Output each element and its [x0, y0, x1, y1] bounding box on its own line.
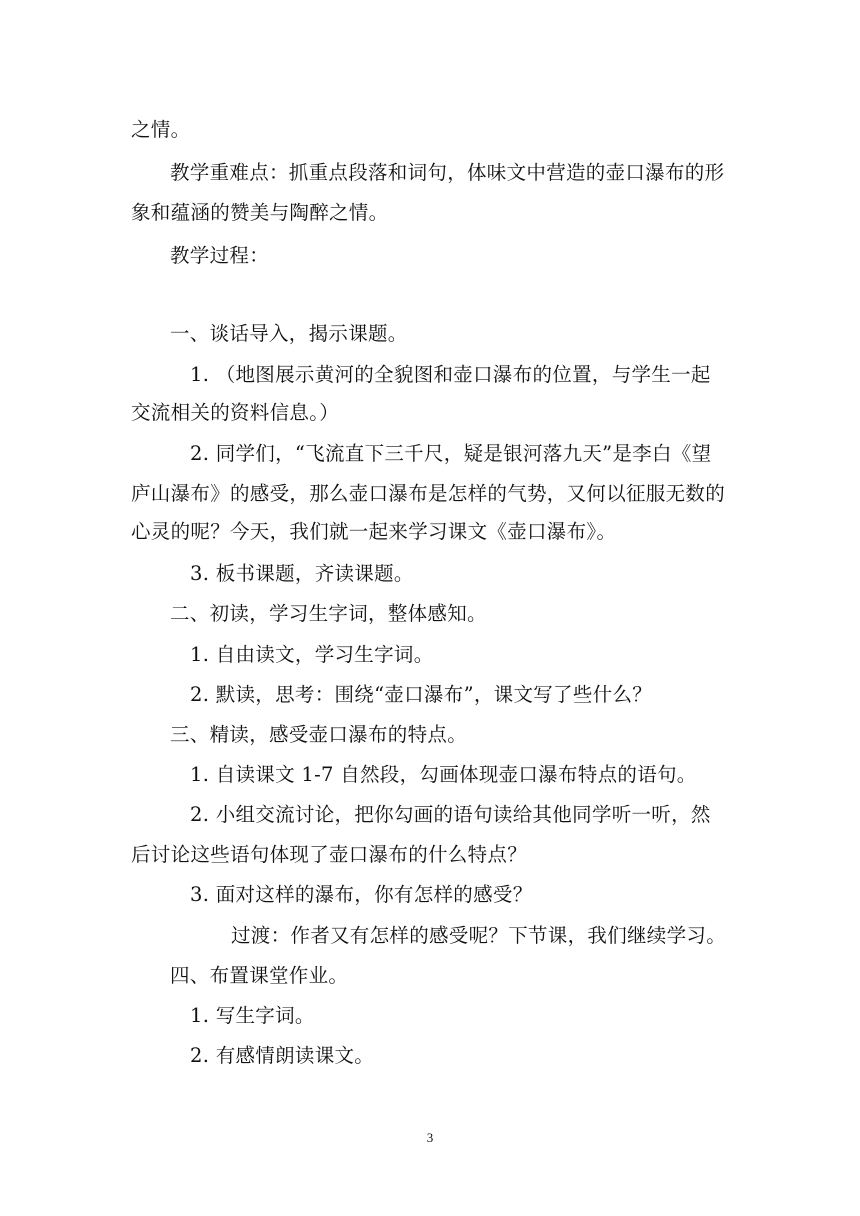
text-line: 2. 默读，思考：围绕“壶口瀑布”，课文写了些什么？: [190, 683, 653, 706]
text-line: 庐山瀑布》的感受，那么壶口瀑布是怎样的气势，又何以征服无数的: [131, 482, 726, 505]
text-line: 2. 小组交流讨论，把你勾画的语句读给其他同学听一听，然: [190, 803, 711, 826]
page-number: 3: [426, 1130, 434, 1145]
section-heading: 四、布置课堂作业。: [170, 964, 349, 987]
text-line: 1. （地图展示黄河的全貌图和壶口瀑布的位置，与学生一起: [190, 363, 711, 386]
text-line: 后讨论这些语句体现了壶口瀑布的什么特点？: [131, 843, 528, 866]
transition-note: 过渡：作者又有怎样的感受呢？下节课，我们继续学习。: [231, 924, 727, 947]
section-heading: 三、精读，感受壶口瀑布的特点。: [170, 723, 468, 746]
text-line: 3. 板书课题，齐读课题。: [190, 562, 414, 585]
text-line: 象和蕴涵的赞美与陶醉之情。: [131, 201, 389, 224]
section-heading: 一、谈话导入，揭示课题。: [170, 322, 408, 345]
section-heading: 二、初读，学习生字词，整体感知。: [170, 602, 487, 625]
text-line: 2. 有感情朗读课文。: [190, 1044, 375, 1067]
text-line: 1. 写生字词。: [190, 1004, 315, 1027]
text-line: 之情。: [131, 118, 191, 141]
text-line: 3. 面对这样的瀑布，你有怎样的感受？: [190, 883, 533, 906]
text-line: 1. 自读课文 1-7 自然段，勾画体现壶口瀑布特点的语句。: [190, 763, 697, 786]
text-line: 心灵的呢？今天，我们就一起来学习课文《壶口瀑布》。: [131, 520, 617, 543]
text-line: 交流相关的资料信息。）: [131, 401, 340, 424]
text-line: 1. 自由读文，学习生字词。: [190, 643, 434, 666]
text-line: 2. 同学们，“飞流直下三千尺，疑是银河落九天”是李白《望: [190, 442, 712, 465]
text-line: 教学重难点：抓重点段落和词句，体味文中营造的壶口瀑布的形: [170, 161, 725, 184]
text-line: 教学过程：: [170, 244, 270, 267]
